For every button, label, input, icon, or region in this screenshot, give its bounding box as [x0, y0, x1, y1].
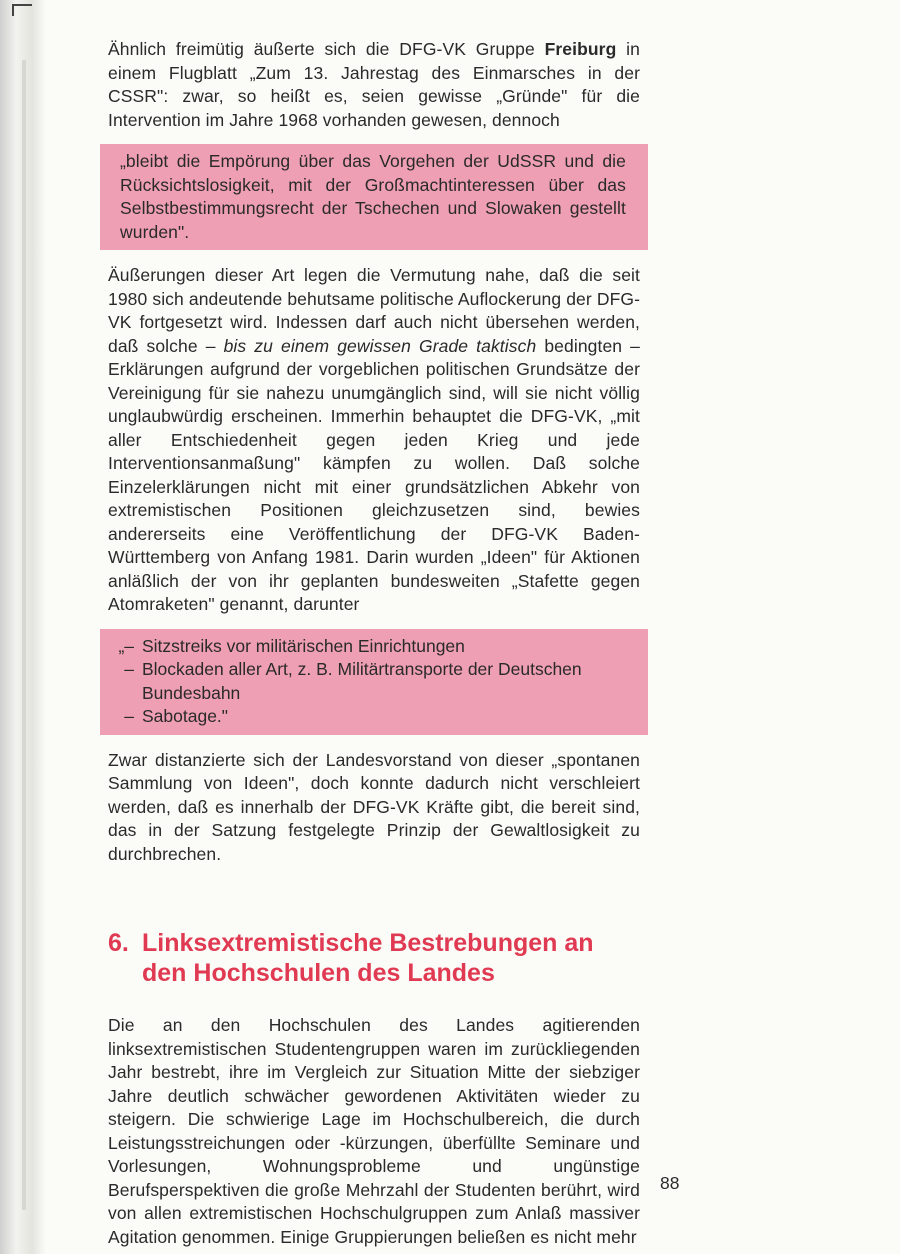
quote-1-text: „bleibt die Empörung über das Vorgehen der UdSSR und die Rücksichtslosigkeit, mit der Großmachtinteressen über das Selbstbestimmungsrecht der Tschechen und Slowaken gestellt wurden". [120, 151, 626, 242]
list-item-text: Sitzstreiks vor militärischen Einrichtungen [142, 635, 465, 656]
list-dash: – [124, 706, 134, 726]
list-dash: – [124, 659, 134, 679]
section-heading [108, 928, 640, 988]
book-binding-edge [0, 0, 46, 1254]
highlighted-quote-2 [100, 629, 648, 735]
paragraph-2-text-b: bedingten – Erklärungen aufgrund der vorgeblichen politischen Grundsätze der Vereinigung für sie nahezu unumgänglich sind, will sie nicht völlig unglaubwürdig erscheinen. Immerhin behauptet die DFG-VK, „mit aller Entschiedenheit gegen jeden Krieg und jede Interventionsanmaßung" kämpfen zu wollen. Daß solche Einzelerklärungen nicht mit einer grundsätzlichen Abkehr von extremistischen Positionen gleichzusetzen sind, bewies andererseits eine Veröffentlichung der DFG-VK Baden-Württemberg von Anfang 1981. Darin wurden „Ideen" für Aktionen anläßlich der von ihr geplanten bundesweiten „Stafette gegen Atomraketen" genannt, darunter [108, 335, 640, 614]
paragraph-1-text-a: Ähnlich freimütig äußerte sich die DFG-VK Gruppe [108, 39, 545, 59]
section-number: 6. [108, 929, 129, 957]
page-number: 88 [660, 1173, 680, 1193]
quote-list-item [112, 705, 626, 729]
paragraph-1 [108, 38, 640, 132]
highlighted-quote-1 [100, 144, 648, 250]
paragraph-3: Zwar distanzierte sich der Landesvorstand von dieser „spontanen Sammlung von Ideen", doch konnte dadurch nicht verschleiert werden, daß es innerhalb der DFG-VK Kräfte gibt, die bereit sind, das in der Satzung festgelegte Prinzip der Gewaltlosigkeit zu durchbrechen. [108, 749, 640, 864]
list-item-text: Sabotage." [142, 706, 229, 726]
paragraph-2-italic: bis zu einem gewissen Grade taktisch [223, 335, 537, 356]
section-title: Linksextremistische Bestrebungen an den Hochschulen des Landes [142, 929, 594, 987]
quote-list-item [112, 658, 626, 705]
crop-mark [12, 4, 32, 16]
paragraph-4: Die an den Hochschulen des Landes agitierenden linksextremistischen Studentengruppen waren im zurückliegenden Jahr bestrebt, ihre im Vergleich zur Situation Mitte der siebziger Jahre deutlich schwächer gewordenen Aktivitäten wieder zu steigern. Die schwierige Lage im Hochschulbereich, die durch Leistungsstreichungen oder -kürzungen, überfüllte Seminare und Vorlesungen, Wohnungsprobleme und ungünstige Berufsperspektiven die große Mehrzahl der Studenten berührt, wird von allen extremistischen Hochschulgruppen zum Anlaß massiver Agitation genommen. Einige Gruppierungen beließen es nicht mehr [108, 1015, 640, 1247]
paragraph-2-text-a: Äußerungen dieser Art legen die Vermutung nahe, daß die seit 1980 sich andeutende behutsame politische Auflockerung der DFG-VK fortgesetzt wird. Indessen darf auch nicht übersehen werden, daß solche – [108, 265, 640, 356]
list-dash: „– [118, 635, 134, 656]
paragraph-2 [108, 264, 640, 617]
quote-list-item [112, 635, 626, 659]
list-item-text: Blockaden aller Art, z. B. Militärtransporte der Deutschen Bundesbahn [142, 659, 582, 703]
binding-shadow [22, 60, 26, 1210]
page-content [108, 38, 640, 1249]
paragraph-1-bold-city: Freiburg [544, 39, 617, 59]
paragraph-1-text-b: in einem Flugblatt „Zum 13. Jahrestag des Einmarsches in der CSSR": zwar, so heißt es, seien gewisse „Gründe" für die Intervention im Jahre 1968 vorhanden gewesen, dennoch [108, 39, 640, 130]
